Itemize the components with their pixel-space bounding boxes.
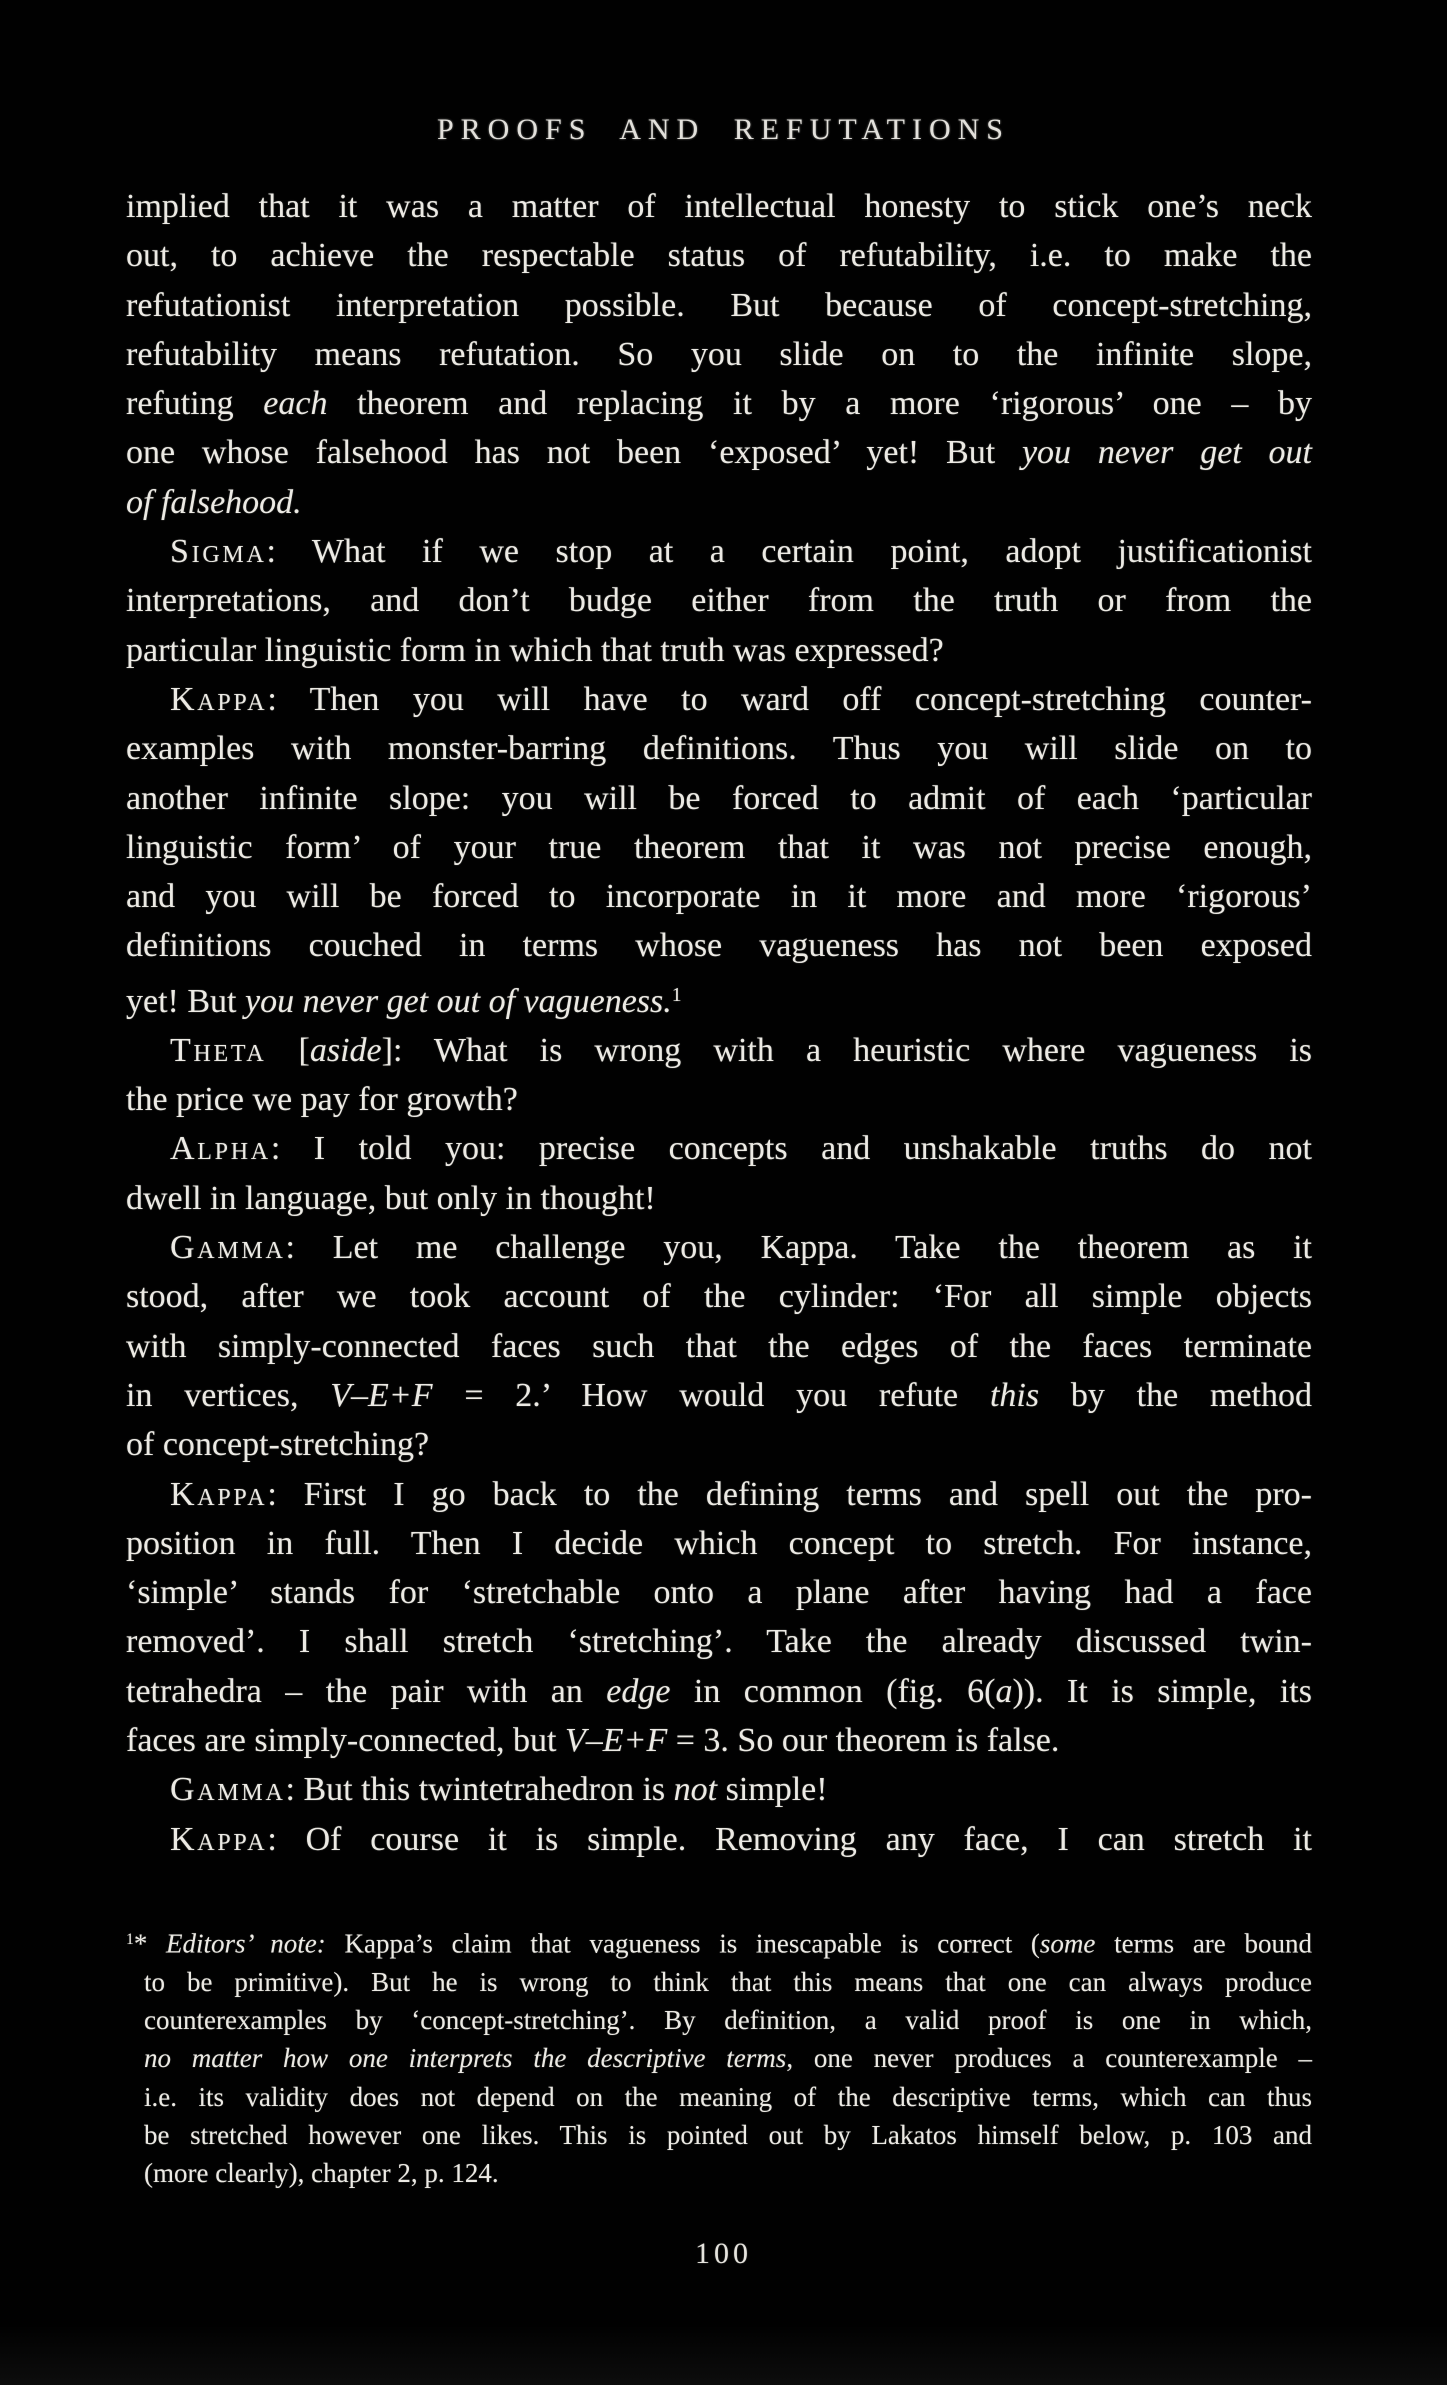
italic-run: aside bbox=[309, 1031, 382, 1069]
text-run: faces are simply-connected, but bbox=[126, 1722, 565, 1760]
text-run: : First I go back to the defining terms and spell out the pro- bbox=[267, 1475, 1312, 1513]
text-run: = 2.’ How would you refute bbox=[432, 1376, 990, 1414]
text-run: be stretched however one likes. This is pointed out by Lakatos himself below, p. 103 and bbox=[144, 2120, 1312, 2151]
text-run: stood, after we took account of the cylinder: ‘For all simple objects bbox=[126, 1278, 1312, 1316]
body-line bbox=[126, 576, 1312, 625]
body-line bbox=[126, 1568, 1312, 1617]
footnote-line bbox=[126, 2116, 1312, 2154]
body-line bbox=[126, 675, 1312, 724]
text-run: )). It is simple, its bbox=[1012, 1672, 1312, 1710]
text-run: ]: What is wrong with a heuristic where vagueness is bbox=[381, 1031, 1313, 1069]
page-number: 100 bbox=[695, 2236, 752, 2270]
text-run: to be primitive). But he is wrong to think that this means that one can always produce bbox=[144, 1966, 1312, 1997]
text-run: removed’. I shall stretch ‘stretching’. Take the already discussed twin- bbox=[126, 1623, 1312, 1661]
body-line bbox=[126, 330, 1312, 379]
text-run: of concept-stretching? bbox=[126, 1426, 430, 1464]
text-run: with simply-connected faces such that the edges of the faces terminate bbox=[126, 1327, 1312, 1365]
body-line bbox=[126, 478, 1312, 527]
text-run: : What if we stop at a certain point, adopt justificationist bbox=[266, 533, 1312, 571]
text-run: (more clearly), chapter 2, p. 124. bbox=[144, 2158, 499, 2189]
body-line bbox=[126, 626, 1312, 675]
italic-run: not bbox=[673, 1771, 718, 1809]
text-run: refuting bbox=[126, 385, 264, 423]
body-line bbox=[126, 1470, 1312, 1519]
italic-run: no matter how one interprets the descriptive terms bbox=[144, 2043, 787, 2074]
footnote bbox=[126, 1921, 1312, 2193]
body-line bbox=[126, 1371, 1312, 1420]
body-line bbox=[126, 281, 1312, 330]
italic-run: V–E+F bbox=[330, 1376, 433, 1414]
text-run: = 3. So our theorem is false. bbox=[667, 1722, 1060, 1760]
body-line bbox=[126, 428, 1312, 477]
text-run: definitions couched in terms whose vagueness has not been exposed bbox=[126, 927, 1312, 965]
body-line bbox=[126, 872, 1312, 921]
speaker-name: Kappa bbox=[170, 1820, 268, 1858]
body-line bbox=[126, 724, 1312, 773]
speaker-name: Alpha bbox=[170, 1130, 271, 1168]
italic-run: a bbox=[995, 1672, 1013, 1710]
body-line bbox=[126, 1617, 1312, 1666]
text-run: : Then you will have to ward off concept-stretching counter- bbox=[267, 680, 1312, 718]
text-run: in vertices, bbox=[126, 1376, 331, 1414]
text-run: Kappa’s claim that vagueness is inescapable is correct ( bbox=[325, 1928, 1040, 1959]
text-run: one whose falsehood has not been ‘exposed’ yet! But bbox=[126, 434, 1022, 472]
text-run: and you will be forced to incorporate in it more and more ‘rigorous’ bbox=[126, 878, 1312, 916]
text-run: theorem and replacing it by a more ‘rigorous’ one – by bbox=[327, 385, 1312, 423]
speaker-name: Theta bbox=[170, 1031, 267, 1069]
text-run: by the method bbox=[1039, 1376, 1312, 1414]
speaker-name: Gamma bbox=[170, 1229, 286, 1267]
body-line bbox=[126, 1223, 1312, 1272]
footnote-line bbox=[126, 1963, 1312, 2001]
body-line bbox=[126, 1026, 1312, 1075]
body-line bbox=[126, 1174, 1312, 1223]
footnote-line bbox=[126, 1921, 1312, 1963]
speaker-name: Sigma bbox=[170, 533, 267, 571]
footnote-marker: 1 bbox=[671, 983, 682, 1006]
body-line bbox=[126, 1075, 1312, 1124]
body-line bbox=[126, 1272, 1312, 1321]
body-line bbox=[126, 1765, 1312, 1814]
body-line bbox=[126, 823, 1312, 872]
italic-run: you never get out of vagueness. bbox=[244, 982, 672, 1020]
text-run: i.e. its validity does not depend on the meaning of the descriptive terms, which can thus bbox=[144, 2081, 1312, 2112]
body-line bbox=[126, 231, 1312, 280]
text-run: refutability means refutation. So you slide on to the infinite slope, bbox=[126, 335, 1312, 373]
text-run: terms are bound bbox=[1095, 1928, 1312, 1959]
body-line bbox=[126, 379, 1312, 428]
italic-run: V–E+F bbox=[564, 1722, 668, 1760]
text-run: simple! bbox=[717, 1771, 828, 1809]
text-run: in common (fig. 6( bbox=[670, 1672, 996, 1710]
italic-run: edge bbox=[606, 1672, 671, 1710]
body-line bbox=[126, 527, 1312, 576]
body-text bbox=[126, 182, 1312, 1864]
text-run: * bbox=[133, 1928, 167, 1959]
speaker-name: Kappa bbox=[170, 1475, 268, 1513]
text-run: : Of course it is simple. Removing any face, I can stretch it bbox=[267, 1820, 1312, 1858]
footnote-line bbox=[126, 2154, 1312, 2192]
text-run: dwell in language, but only in thought! bbox=[126, 1179, 656, 1217]
text-run: interpretations, and don’t budge either from the truth or from the bbox=[126, 582, 1312, 620]
body-line bbox=[126, 182, 1312, 231]
body-line bbox=[126, 774, 1312, 823]
text-run: examples with monster-barring definitions. Thus you will slide on to bbox=[126, 730, 1312, 768]
body-line bbox=[126, 1667, 1312, 1716]
italic-run: this bbox=[989, 1376, 1040, 1414]
text-run: ‘simple’ stands for ‘stretchable onto a plane after having had a face bbox=[126, 1574, 1312, 1612]
speaker-name: Gamma bbox=[170, 1771, 286, 1809]
text-run: implied that it was a matter of intellectual honesty to stick one’s neck bbox=[126, 188, 1312, 225]
text-run: , one never produces a counterexample – bbox=[786, 2043, 1312, 2074]
body-line bbox=[126, 1420, 1312, 1469]
footnote-line bbox=[126, 2078, 1312, 2116]
body-line bbox=[126, 921, 1312, 970]
text-run: another infinite slope: you will be forced to admit of each ‘particular bbox=[126, 779, 1312, 817]
italic-run: of falsehood. bbox=[126, 483, 302, 521]
text-run: the price we pay for growth? bbox=[126, 1081, 518, 1119]
footnote-line bbox=[126, 2001, 1312, 2039]
italic-run: Editors’ note: bbox=[166, 1928, 326, 1959]
footnote-marker: 1 bbox=[126, 1930, 134, 1948]
text-run: out, to achieve the respectable status of refutability, i.e. to make the bbox=[126, 237, 1312, 275]
text-run: : Let me challenge you, Kappa. Take the theorem as it bbox=[285, 1229, 1312, 1267]
body-line bbox=[126, 1124, 1312, 1173]
text-run: refutationist interpretation possible. But because of concept-stretching, bbox=[126, 286, 1312, 324]
body-line bbox=[126, 1716, 1312, 1765]
italic-run: some bbox=[1039, 1928, 1096, 1959]
text-run: : But this twintetrahedron is bbox=[285, 1771, 674, 1809]
text-run: yet! But bbox=[126, 982, 245, 1020]
body-line bbox=[126, 1815, 1312, 1864]
text-run: linguistic form’ of your true theorem that it was not precise enough, bbox=[126, 828, 1312, 866]
text-run: particular linguistic form in which that truth was expressed? bbox=[126, 631, 944, 669]
italic-run: each bbox=[263, 385, 328, 423]
text-run: position in full. Then I decide which concept to stretch. For instance, bbox=[126, 1524, 1312, 1562]
speaker-name: Kappa bbox=[170, 680, 268, 718]
body-line bbox=[126, 971, 1312, 1026]
body-line bbox=[126, 1519, 1312, 1568]
running-head: PROOFS AND REFUTATIONS bbox=[436, 113, 1010, 146]
text-run: counterexamples by ‘concept-stretching’. By definition, a valid proof is one in which, bbox=[144, 2005, 1312, 2036]
text-run: : I told you: precise concepts and unshakable truths do not bbox=[270, 1130, 1312, 1168]
text-run: [ bbox=[266, 1031, 310, 1069]
footnote-line bbox=[126, 2039, 1312, 2077]
italic-run: you never get out bbox=[1021, 434, 1312, 472]
body-line bbox=[126, 1322, 1312, 1371]
text-run: tetrahedra – the pair with an bbox=[126, 1672, 607, 1710]
